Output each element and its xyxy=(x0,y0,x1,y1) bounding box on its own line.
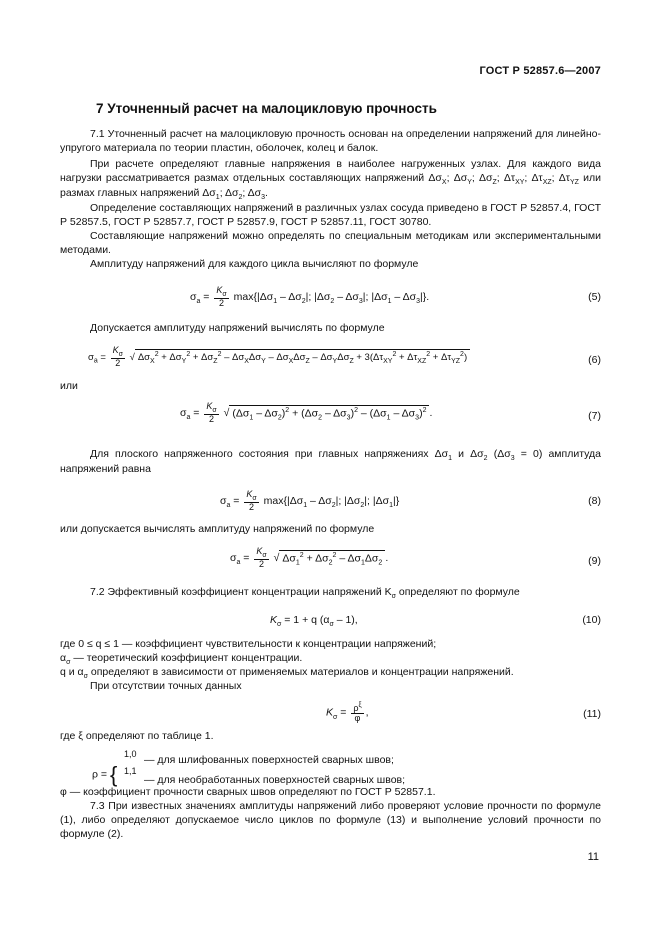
eq-number-9: (9) xyxy=(588,555,601,567)
paragraph-special: Составляющие напряжений можно определять по специальным методикам или экспериментальными методами. xyxy=(60,230,601,256)
paragraph-plane: Для плоского напряженного состояния при главных напряжениях $\Delta\sigma_1$ и $\Delta\sigma_2$ $(\Delta\sigma_3 = 0)$ амплитуда напряжений равна xyxy=(60,448,601,476)
eq-number-7: (7) xyxy=(588,410,601,422)
phi-text: φ — коэффициент прочности сварных швов определяют по ГОСТ Р 52857.1. xyxy=(60,786,436,798)
formula-11: $K_\sigma$ = $\frac{\rho^\xi}{\varphi}$ , xyxy=(326,702,369,724)
formula-9: $\sigma_a$ = $\frac{K_\sigma}{2}$ √ $\Delta\sigma_1^2 + \Delta\sigma_2^2 - \Delta\sigma_1\Delta\sigma_2$ . xyxy=(230,546,389,570)
paragraph-7-1: 7.1 Уточненный расчет на малоцикловую прочность основан на определении напряжений для линейно-упругого материала по теории пластин, оболочек, колец и балок. xyxy=(60,128,601,154)
xi-text: где ξ определяют по таблице 1. xyxy=(60,730,214,742)
where-q-alpha: q и $\alpha_\sigma$ определяют в зависимости от применяемых материалов и концентрации напряжений. xyxy=(60,666,514,681)
rho-value-2: 1,1 xyxy=(124,766,137,776)
rho-symbol: ρ = { xyxy=(92,762,118,787)
page-number: 11 xyxy=(587,851,599,863)
paragraph-7-3: 7.3 При известных значениях амплитуды напряжений либо проверяют условие прочности по формуле (1), либо определяют допускаемое число циклов по формуле (13) и выполнение условий прочности по формуле (2). xyxy=(60,800,601,840)
formula-8: $\sigma_a$ = $\frac{K_\sigma}{2}$ $\max\{|\Delta\sigma_1 - \Delta\sigma_2|$; $|\Delta\sigma_2|$; $|\Delta\sigma_1|$} xyxy=(220,489,400,513)
section-title: 7 Уточненный расчет на малоцикловую прочность xyxy=(96,101,437,116)
rho-case-1: — для шлифованных поверхностей сварных швов; xyxy=(144,754,394,766)
paragraph-allow: Допускается амплитуду напряжений вычислять по формуле xyxy=(90,322,385,334)
eq-number-11: (11) xyxy=(583,708,601,720)
or-text: или xyxy=(60,380,78,392)
eq-number-8: (8) xyxy=(588,495,601,507)
formula-7: $\sigma_a$ = $\frac{K_\sigma}{2}$ √ $(\Delta\sigma_1 - \Delta\sigma_2)^2 + (\Delta\sigma_2 - \Delta\sigma_3)^2 - (\Delta\sigma_1 - \Delta\sigma_3)^2$ . xyxy=(180,401,433,425)
no-exact-data: При отсутствии точных данных xyxy=(90,680,242,692)
paragraph-or-allow: или допускается вычислять амплитуду напряжений по формуле xyxy=(60,523,375,535)
paragraph-7-2: 7.2 Эффективный коэффициент концентрации напряжений $K_\sigma$ определяют по формуле xyxy=(90,586,520,601)
eq-number-5: (5) xyxy=(588,291,601,303)
rho-value-1: 1,0 xyxy=(124,749,137,759)
document-header: ГОСТ Р 52857.6—2007 xyxy=(479,65,601,77)
paragraph-amplitude: Амплитуду напряжений для каждого цикла вычисляют по формуле xyxy=(90,258,419,270)
formula-6: $\sigma_a$ = $\frac{K_\sigma}{2}$ √ $\Delta\sigma_X^2 + \Delta\sigma_Y^2 + \Delta\sigma_Z^2 - \Delta\sigma_X\Delta\sigma_Y - \Delta\sigma_X\Delta\sigma_Z - \Delta\sigma_Y\Delta\sigma_Z + 3(\Delta\tau_{XY}^2 + \Delta\tau_{XZ}^2 + \Delta\tau_{YZ}^2)$ xyxy=(88,346,470,369)
rho-case-2: — для необработанных поверхностей сварных швов; xyxy=(144,774,406,786)
formula-5: $\sigma_a$ = $\frac{K_\sigma}{2}$ $\max\{|\Delta\sigma_1 - \Delta\sigma_2|$; $|\Delta\sigma_2 - \Delta\sigma_3|$; $|\Delta\sigma_1 - \Delta\sigma_3|$}. xyxy=(190,285,430,309)
paragraph-calc: При расчете определяют главные напряжения в наиболее нагруженных узлах. Для каждого вида нагрузки рассматривается размах отдельных составляющих напряжений $\Delta\sigma_X$; $\Delta\sigma_Y$; $\Delta\sigma_Z$; $\Delta\tau_{XY}$; $\Delta\tau_{XZ}$; $\Delta\tau_{YZ}$ или размах главных напряжений $\Delta\sigma_1$; $\Delta\sigma_2$; $\Delta\sigma_3$. xyxy=(60,158,601,202)
where-alpha: $\alpha_\sigma$ — теоретический коэффициент концентрации. xyxy=(60,652,303,667)
eq-number-10: (10) xyxy=(582,614,601,626)
formula-10: $K_\sigma = 1 + q$ $(\alpha_\sigma - 1)$, xyxy=(270,614,358,629)
eq-number-6: (6) xyxy=(588,354,601,366)
paragraph-definition: Определение составляющих напряжений в различных узлах сосуда приведено в ГОСТ Р 52857.4, ГОСТ Р 52857.5, ГОСТ Р 52857.7, ГОСТ Р 52857.9, ГОСТ Р 52857.11, ГОСТ 30780. xyxy=(60,202,601,228)
where-q: где 0 ≤ q ≤ 1 — коэффициент чувствительности к концентрации напряжений; xyxy=(60,638,437,650)
